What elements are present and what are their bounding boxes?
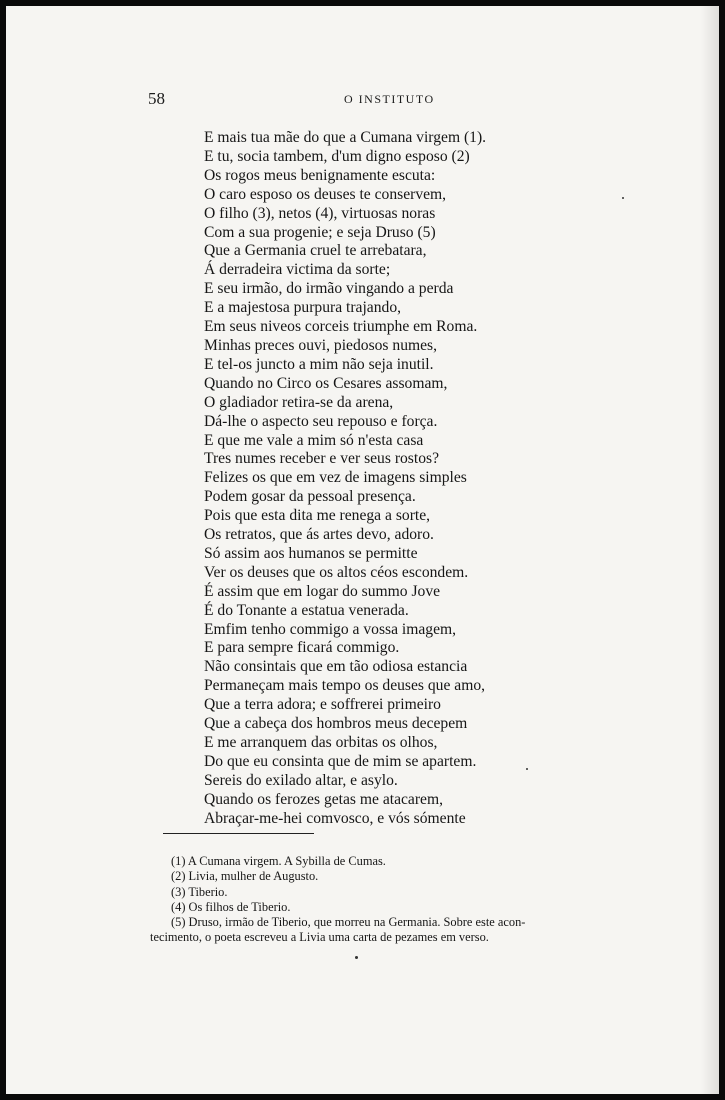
poem-line: E tu, socia tambem, d'um digno esposo (2) xyxy=(204,147,470,165)
poem-line: Sereis do exilado altar, e asylo. xyxy=(204,771,398,789)
poem-line: Que a cabeça dos hombros meus decepem xyxy=(204,715,468,733)
poem-line: Quando os ferozes getas me atacarem, xyxy=(204,790,443,808)
poem-line: Felizes os que em vez de imagens simples xyxy=(204,469,467,487)
poem-line: Só assim aos humanos se permitte xyxy=(204,544,418,562)
poem-line: Ver os deuses que os altos céos escondem. xyxy=(204,563,469,581)
book-page xyxy=(6,6,719,1094)
page-header xyxy=(6,89,719,113)
poem-line: Quando no Circo os Cesares assomam, xyxy=(204,374,448,392)
poem-line: Á derradeira victima da sorte; xyxy=(204,261,391,279)
poem-line: Podem gosar da pessoal presença. xyxy=(204,488,416,506)
poem-line: Não consintais que em tão odiosa estancia xyxy=(204,658,468,676)
print-speck xyxy=(355,956,358,959)
poem-line: E mais tua mãe do que a Cumana virgem (1). xyxy=(204,129,487,146)
footnote: (3) Tiberio. xyxy=(171,884,228,899)
poem-line: Os retratos, que ás artes devo, adoro. xyxy=(204,526,434,544)
footnote: (4) Os filhos de Tiberio. xyxy=(171,899,291,914)
poem-line: Pois que esta dita me renega a sorte, xyxy=(204,507,431,525)
poem-line: Dá-lhe o aspecto seu repouso e força. xyxy=(204,412,438,430)
poem-line: Abraçar-me-hei comvosco, e vós sómente xyxy=(204,809,466,827)
page-number: 58 xyxy=(148,89,165,108)
poem-text xyxy=(204,129,486,829)
print-speck xyxy=(526,768,528,770)
poem-line: Que a terra adora; e soffrerei primeiro xyxy=(204,696,441,714)
poem-line: Os rogos meus benignamente escuta: xyxy=(204,166,436,184)
poem-line: E tel-os juncto a mim não seja inutil. xyxy=(204,355,434,373)
poem-line: E que me vale a mim só n'esta casa xyxy=(204,431,424,449)
poem-line: O gladiador retira-se da arena, xyxy=(204,393,394,411)
footnote: (5) Druso, irmão de Tiberio, que morreu na Germania. Sobre este acon- xyxy=(171,915,526,930)
poem-line: Que a Germania cruel te arrebatara, xyxy=(204,242,427,260)
poem-line: Minhas preces ouvi, piedosos numes, xyxy=(204,336,438,354)
poem-line: Do que eu consinta que de mim se apartem. xyxy=(204,752,477,770)
poem-line: Permaneçam mais tempo os deuses que amo, xyxy=(204,677,486,695)
poem-line: Tres numes receber e ver seus rostos? xyxy=(204,450,439,468)
poem-line: É do Tonante a estatua venerada. xyxy=(204,601,409,619)
poem-line: E para sempre ficará commigo. xyxy=(204,639,400,657)
footnotes xyxy=(150,854,526,946)
poem-line: Com a sua progenie; e seja Druso (5) xyxy=(204,223,436,241)
footnote-divider xyxy=(163,833,314,834)
poem-line: O caro esposo os deuses te conservem, xyxy=(204,185,447,203)
footnote-continuation: tecimento, o poeta escreveu a Livia uma carta de pezames em verso. xyxy=(150,930,489,945)
poem-line: Emfim tenho commigo a vossa imagem, xyxy=(204,620,457,638)
running-head: O INSTITUTO xyxy=(344,92,435,106)
poem-line: E me arranquem das orbitas os olhos, xyxy=(204,734,438,751)
poem-line: O filho (3), netos (4), virtuosas noras xyxy=(204,204,436,222)
poem-line: É assim que em logar do summo Jove xyxy=(204,582,441,600)
poem-line: E a majestosa purpura trajando, xyxy=(204,299,402,317)
poem-line: E seu irmão, do irmão vingando a perda xyxy=(204,280,454,298)
footnote: (1) A Cumana virgem. A Sybilla de Cumas. xyxy=(171,854,386,868)
print-speck xyxy=(622,197,624,199)
page-edge-shadow xyxy=(701,6,719,1094)
poem-line: Em seus niveos corceis triumphe em Roma. xyxy=(204,318,478,336)
footnote: (2) Livia, mulher de Augusto. xyxy=(171,869,319,884)
